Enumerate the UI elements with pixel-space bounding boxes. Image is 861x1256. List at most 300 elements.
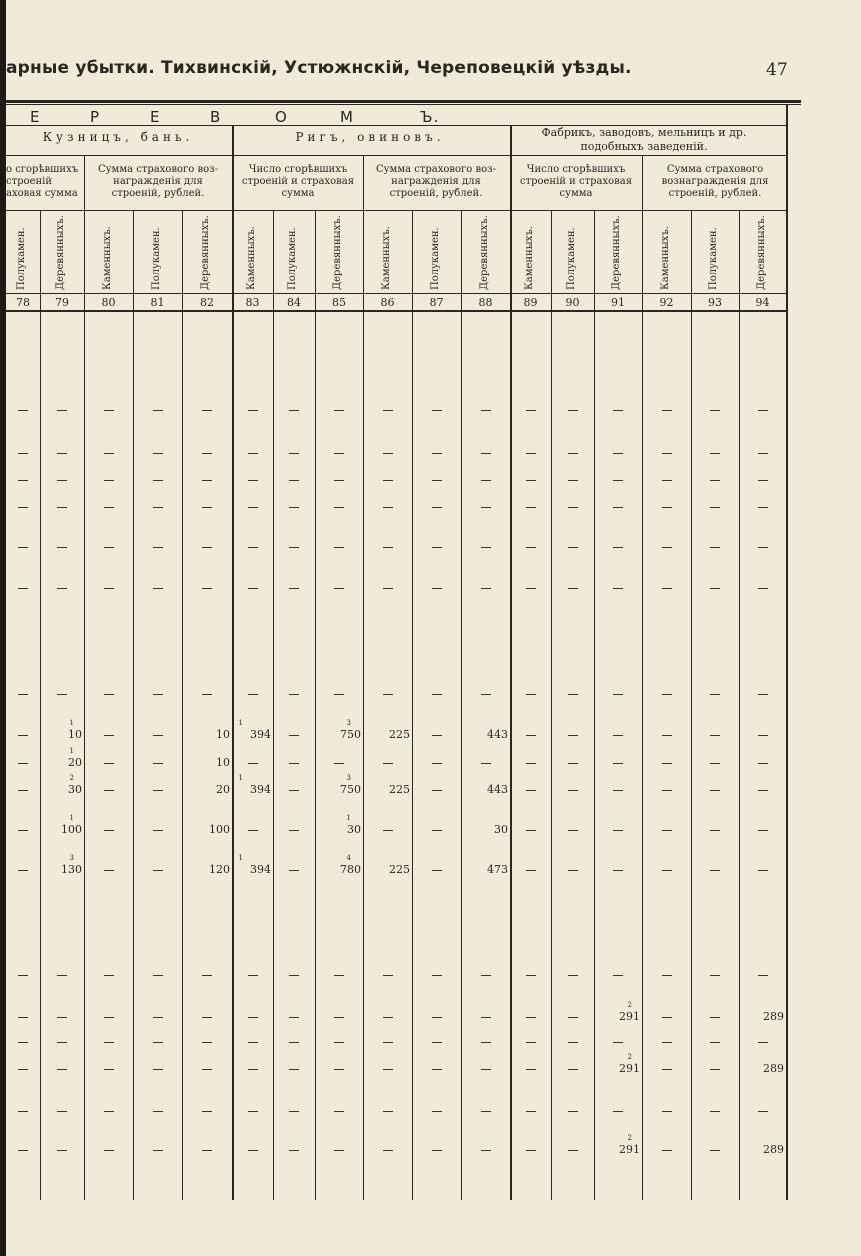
column-type-label: Каменныхъ. <box>245 226 257 290</box>
empty-dash <box>18 763 28 764</box>
empty-dash <box>289 694 299 695</box>
empty-dash <box>613 1111 623 1112</box>
table-cell: 473 <box>487 863 508 876</box>
empty-dash <box>383 694 393 695</box>
page-title: арные убытки. Тихвинскій, Устюжнскій, Череповецкій уѣзды. <box>6 58 632 78</box>
empty-dash <box>57 507 67 508</box>
empty-dash <box>613 870 623 871</box>
empty-dash <box>758 694 768 695</box>
empty-dash <box>568 410 578 411</box>
empty-dash <box>202 1042 212 1043</box>
column-line <box>461 210 462 1200</box>
column-type-label: Каменныхъ. <box>380 226 392 290</box>
empty-dash <box>568 1069 578 1070</box>
empty-dash <box>104 975 114 976</box>
empty-dash <box>248 763 258 764</box>
empty-dash <box>57 1069 67 1070</box>
empty-dash <box>710 410 720 411</box>
empty-dash <box>526 588 536 589</box>
empty-dash <box>568 763 578 764</box>
empty-dash <box>334 694 344 695</box>
empty-dash <box>481 1150 491 1151</box>
empty-dash <box>526 790 536 791</box>
empty-dash <box>568 870 578 871</box>
empty-dash <box>613 507 623 508</box>
empty-dash <box>334 1111 344 1112</box>
table-cell: 20 <box>216 783 230 796</box>
empty-dash <box>613 735 623 736</box>
banner-letter: Е <box>30 108 41 126</box>
subgroup-divider <box>84 155 85 210</box>
empty-dash <box>248 830 258 831</box>
empty-dash <box>334 547 344 548</box>
empty-dash <box>153 870 163 871</box>
empty-dash <box>153 1069 163 1070</box>
empty-dash <box>662 975 672 976</box>
empty-dash <box>334 1150 344 1151</box>
column-number: 87 <box>429 296 444 309</box>
empty-dash <box>613 975 623 976</box>
empty-dash <box>662 507 672 508</box>
empty-dash <box>758 480 768 481</box>
column-number: 82 <box>200 296 214 309</box>
empty-dash <box>383 975 393 976</box>
empty-dash <box>202 1017 212 1018</box>
empty-dash <box>104 1069 114 1070</box>
cell-superscript: 1 <box>346 814 351 822</box>
table-cell: 291 <box>619 1062 640 1075</box>
empty-dash <box>710 588 720 589</box>
empty-dash <box>153 975 163 976</box>
empty-dash <box>758 870 768 871</box>
empty-dash <box>432 588 442 589</box>
empty-dash <box>613 480 623 481</box>
empty-dash <box>710 763 720 764</box>
table-cell: 225 <box>389 863 410 876</box>
empty-dash <box>432 830 442 831</box>
empty-dash <box>758 588 768 589</box>
right-border <box>786 104 788 1200</box>
empty-dash <box>710 1017 720 1018</box>
empty-dash <box>334 480 344 481</box>
empty-dash <box>481 1017 491 1018</box>
column-type-label: Полукамен. <box>287 227 298 290</box>
empty-dash <box>248 1042 258 1043</box>
empty-dash <box>18 1069 28 1070</box>
empty-dash <box>104 588 114 589</box>
cell-superscript: 4 <box>346 854 351 862</box>
table-cell: 225 <box>389 728 410 741</box>
empty-dash <box>526 1069 536 1070</box>
empty-dash <box>432 480 442 481</box>
cell-superscript: 2 <box>69 774 74 782</box>
empty-dash <box>18 694 28 695</box>
empty-dash <box>481 507 491 508</box>
empty-dash <box>526 1111 536 1112</box>
empty-dash <box>481 480 491 481</box>
empty-dash <box>18 410 28 411</box>
empty-dash <box>104 870 114 871</box>
table-cell: 30 <box>347 823 361 836</box>
empty-dash <box>289 870 299 871</box>
empty-dash <box>568 735 578 736</box>
column-number: 89 <box>523 296 538 309</box>
empty-dash <box>526 1150 536 1151</box>
empty-dash <box>568 507 578 508</box>
cell-superscript: 1 <box>69 747 74 755</box>
empty-dash <box>568 480 578 481</box>
empty-dash <box>568 1042 578 1043</box>
empty-dash <box>710 830 720 831</box>
cell-superscript: 3 <box>346 719 351 727</box>
empty-dash <box>568 588 578 589</box>
empty-dash <box>104 1111 114 1112</box>
empty-dash <box>289 507 299 508</box>
empty-dash <box>104 480 114 481</box>
cell-superscript: 3 <box>69 854 74 862</box>
empty-dash <box>153 694 163 695</box>
column-type-label: Деревянныхъ. <box>478 215 490 290</box>
empty-dash <box>153 1017 163 1018</box>
empty-dash <box>432 1111 442 1112</box>
empty-dash <box>248 1069 258 1070</box>
empty-dash <box>432 870 442 871</box>
empty-dash <box>383 588 393 589</box>
empty-dash <box>104 694 114 695</box>
table-cell: 289 <box>763 1143 784 1156</box>
subheader-count-rig: Число сгорѣвшихъ строеній и страховая сумма <box>241 164 355 199</box>
empty-dash <box>334 763 344 764</box>
empty-dash <box>662 790 672 791</box>
empty-dash <box>662 453 672 454</box>
empty-dash <box>18 870 28 871</box>
column-type-label: Деревянныхъ. <box>55 215 66 290</box>
colnum-rule <box>6 310 786 312</box>
empty-dash <box>432 975 442 976</box>
empty-dash <box>383 1017 393 1018</box>
empty-dash <box>662 735 672 736</box>
empty-dash <box>758 790 768 791</box>
empty-dash <box>334 588 344 589</box>
cell-superscript: 2 <box>627 1053 632 1061</box>
empty-dash <box>104 1017 114 1018</box>
empty-dash <box>613 453 623 454</box>
column-line <box>40 210 41 1200</box>
empty-dash <box>526 1017 536 1018</box>
column-type-label: Деревянныхъ. <box>611 215 622 290</box>
empty-dash <box>568 1111 578 1112</box>
empty-dash <box>568 453 578 454</box>
empty-dash <box>432 790 442 791</box>
cell-superscript: 1 <box>69 814 74 822</box>
empty-dash <box>289 1150 299 1151</box>
empty-dash <box>153 1150 163 1151</box>
column-line <box>551 210 552 1200</box>
empty-dash <box>758 763 768 764</box>
empty-dash <box>613 410 623 411</box>
empty-dash <box>202 453 212 454</box>
empty-dash <box>710 1069 720 1070</box>
column-line <box>412 210 413 1200</box>
empty-dash <box>481 410 491 411</box>
empty-dash <box>153 830 163 831</box>
column-type-label: Каменныхъ. <box>523 226 535 290</box>
empty-dash <box>18 1150 28 1151</box>
cell-superscript: 1 <box>238 719 243 727</box>
column-number: 86 <box>380 296 395 309</box>
empty-dash <box>662 1111 672 1112</box>
column-type-label: Полукамен. <box>429 227 441 290</box>
column-line <box>133 210 134 1200</box>
empty-dash <box>289 1042 299 1043</box>
empty-dash <box>758 830 768 831</box>
empty-dash <box>613 547 623 548</box>
coltype-rule <box>6 293 786 294</box>
empty-dash <box>202 547 212 548</box>
empty-dash <box>289 410 299 411</box>
empty-dash <box>432 453 442 454</box>
empty-dash <box>526 410 536 411</box>
empty-dash <box>104 1150 114 1151</box>
empty-dash <box>334 507 344 508</box>
column-line <box>182 210 183 1200</box>
column-type-label: Деревянныхъ. <box>332 215 343 290</box>
cell-superscript: 2 <box>627 1001 632 1009</box>
empty-dash <box>662 1017 672 1018</box>
empty-dash <box>526 870 536 871</box>
empty-dash <box>57 453 67 454</box>
empty-dash <box>526 1042 536 1043</box>
column-line <box>363 210 364 1200</box>
table-cell: 394 <box>250 783 271 796</box>
empty-dash <box>57 588 67 589</box>
empty-dash <box>662 410 672 411</box>
empty-dash <box>758 1042 768 1043</box>
empty-dash <box>289 1069 299 1070</box>
subheader-count-fab: Число сгорѣвшихъ строеній и страховая сумма <box>519 164 633 199</box>
empty-dash <box>432 735 442 736</box>
empty-dash <box>710 453 720 454</box>
empty-dash <box>334 453 344 454</box>
column-number: 92 <box>659 296 674 309</box>
empty-dash <box>481 975 491 976</box>
cell-superscript: 3 <box>346 774 351 782</box>
empty-dash <box>18 547 28 548</box>
table-cell: 443 <box>487 783 508 796</box>
empty-dash <box>289 547 299 548</box>
empty-dash <box>710 694 720 695</box>
empty-dash <box>289 830 299 831</box>
empty-dash <box>758 735 768 736</box>
empty-dash <box>432 1069 442 1070</box>
empty-dash <box>383 1150 393 1151</box>
empty-dash <box>710 735 720 736</box>
empty-dash <box>432 694 442 695</box>
column-number: 83 <box>245 296 260 309</box>
empty-dash <box>710 1111 720 1112</box>
column-line <box>691 210 692 1200</box>
column-number: 94 <box>755 296 770 309</box>
banner-letter: О <box>275 108 288 126</box>
empty-dash <box>710 870 720 871</box>
table-cell: 120 <box>209 863 230 876</box>
header-rule-thin <box>6 104 801 105</box>
empty-dash <box>432 507 442 508</box>
column-number: 85 <box>332 296 346 309</box>
table-cell: 10 <box>216 728 230 741</box>
empty-dash <box>202 480 212 481</box>
subgroup-divider <box>363 155 364 210</box>
empty-dash <box>153 547 163 548</box>
empty-dash <box>383 410 393 411</box>
empty-dash <box>57 694 67 695</box>
empty-dash <box>289 453 299 454</box>
table-cell: 394 <box>250 728 271 741</box>
empty-dash <box>432 1042 442 1043</box>
subheader-rule <box>6 210 786 211</box>
empty-dash <box>57 975 67 976</box>
empty-dash <box>153 588 163 589</box>
empty-dash <box>248 588 258 589</box>
column-number: 93 <box>708 296 722 309</box>
empty-dash <box>481 453 491 454</box>
empty-dash <box>248 975 258 976</box>
empty-dash <box>202 975 212 976</box>
column-number: 90 <box>565 296 580 309</box>
column-number: 79 <box>55 296 69 309</box>
column-type-label: Деревянныхъ. <box>200 215 211 290</box>
empty-dash <box>248 410 258 411</box>
empty-dash <box>104 507 114 508</box>
table-cell: 394 <box>250 863 271 876</box>
empty-dash <box>383 830 393 831</box>
empty-dash <box>662 1150 672 1151</box>
empty-dash <box>758 547 768 548</box>
empty-dash <box>57 1150 67 1151</box>
empty-dash <box>568 830 578 831</box>
empty-dash <box>526 830 536 831</box>
empty-dash <box>248 453 258 454</box>
cell-superscript: 1 <box>69 719 74 727</box>
empty-dash <box>18 1111 28 1112</box>
group-header-fabrik: Фабрикъ, заводовъ, мельницъ и др. подобныхъ заведеній. <box>541 126 747 153</box>
empty-dash <box>662 547 672 548</box>
table-cell: 225 <box>389 783 410 796</box>
empty-dash <box>248 507 258 508</box>
empty-dash <box>289 763 299 764</box>
empty-dash <box>662 763 672 764</box>
empty-dash <box>432 547 442 548</box>
empty-dash <box>432 410 442 411</box>
empty-dash <box>202 507 212 508</box>
table-cell: 289 <box>763 1062 784 1075</box>
empty-dash <box>18 975 28 976</box>
empty-dash <box>289 1017 299 1018</box>
empty-dash <box>568 790 578 791</box>
table-cell: 289 <box>763 1010 784 1023</box>
empty-dash <box>153 763 163 764</box>
empty-dash <box>334 1017 344 1018</box>
empty-dash <box>334 1042 344 1043</box>
empty-dash <box>383 547 393 548</box>
empty-dash <box>57 547 67 548</box>
empty-dash <box>526 694 536 695</box>
empty-dash <box>481 763 491 764</box>
empty-dash <box>153 1111 163 1112</box>
banner-letter: Ъ. <box>420 108 440 126</box>
cell-superscript: 2 <box>627 1134 632 1142</box>
empty-dash <box>383 1069 393 1070</box>
empty-dash <box>758 975 768 976</box>
empty-dash <box>526 735 536 736</box>
empty-dash <box>758 410 768 411</box>
subheader-sum-kuz: Сумма страхового воз-награжденія для строеній, рублей. <box>98 164 218 199</box>
empty-dash <box>289 975 299 976</box>
empty-dash <box>481 1042 491 1043</box>
empty-dash <box>662 694 672 695</box>
column-type-label: Полукамен. <box>16 227 27 290</box>
empty-dash <box>383 1111 393 1112</box>
empty-dash <box>202 588 212 589</box>
empty-dash <box>613 763 623 764</box>
empty-dash <box>432 1017 442 1018</box>
empty-dash <box>710 547 720 548</box>
column-line <box>273 210 274 1200</box>
column-type-label: Каменныхъ. <box>101 226 113 290</box>
empty-dash <box>18 480 28 481</box>
empty-dash <box>57 410 67 411</box>
empty-dash <box>289 735 299 736</box>
column-line <box>594 210 595 1200</box>
empty-dash <box>248 694 258 695</box>
banner-letter: Е <box>150 108 161 126</box>
empty-dash <box>568 547 578 548</box>
empty-dash <box>432 1150 442 1151</box>
empty-dash <box>383 763 393 764</box>
empty-dash <box>710 507 720 508</box>
empty-dash <box>613 830 623 831</box>
empty-dash <box>57 1042 67 1043</box>
column-line <box>315 210 316 1200</box>
empty-dash <box>202 1069 212 1070</box>
empty-dash <box>104 453 114 454</box>
empty-dash <box>481 547 491 548</box>
cell-superscript: 1 <box>238 854 243 862</box>
empty-dash <box>383 480 393 481</box>
empty-dash <box>662 830 672 831</box>
empty-dash <box>248 1017 258 1018</box>
subheader-sum-fab: Сумма страхового вознагражденія для строеній, рублей. <box>661 164 769 199</box>
banner-letter: В <box>210 108 222 126</box>
subgroup-divider <box>642 155 643 210</box>
column-number: 80 <box>101 296 116 309</box>
column-type-label: Деревянныхъ. <box>755 215 767 290</box>
empty-dash <box>613 694 623 695</box>
empty-dash <box>57 1111 67 1112</box>
empty-dash <box>568 694 578 695</box>
empty-dash <box>104 790 114 791</box>
column-type-label: Полукамен. <box>565 227 577 290</box>
empty-dash <box>710 975 720 976</box>
empty-dash <box>662 480 672 481</box>
banner-letter: Р <box>90 108 101 126</box>
empty-dash <box>568 1017 578 1018</box>
empty-dash <box>18 790 28 791</box>
empty-dash <box>334 1069 344 1070</box>
empty-dash <box>334 975 344 976</box>
group-header-kuznits: Кузницъ, бань. <box>42 130 194 144</box>
column-type-label: Полукамен. <box>708 227 719 290</box>
